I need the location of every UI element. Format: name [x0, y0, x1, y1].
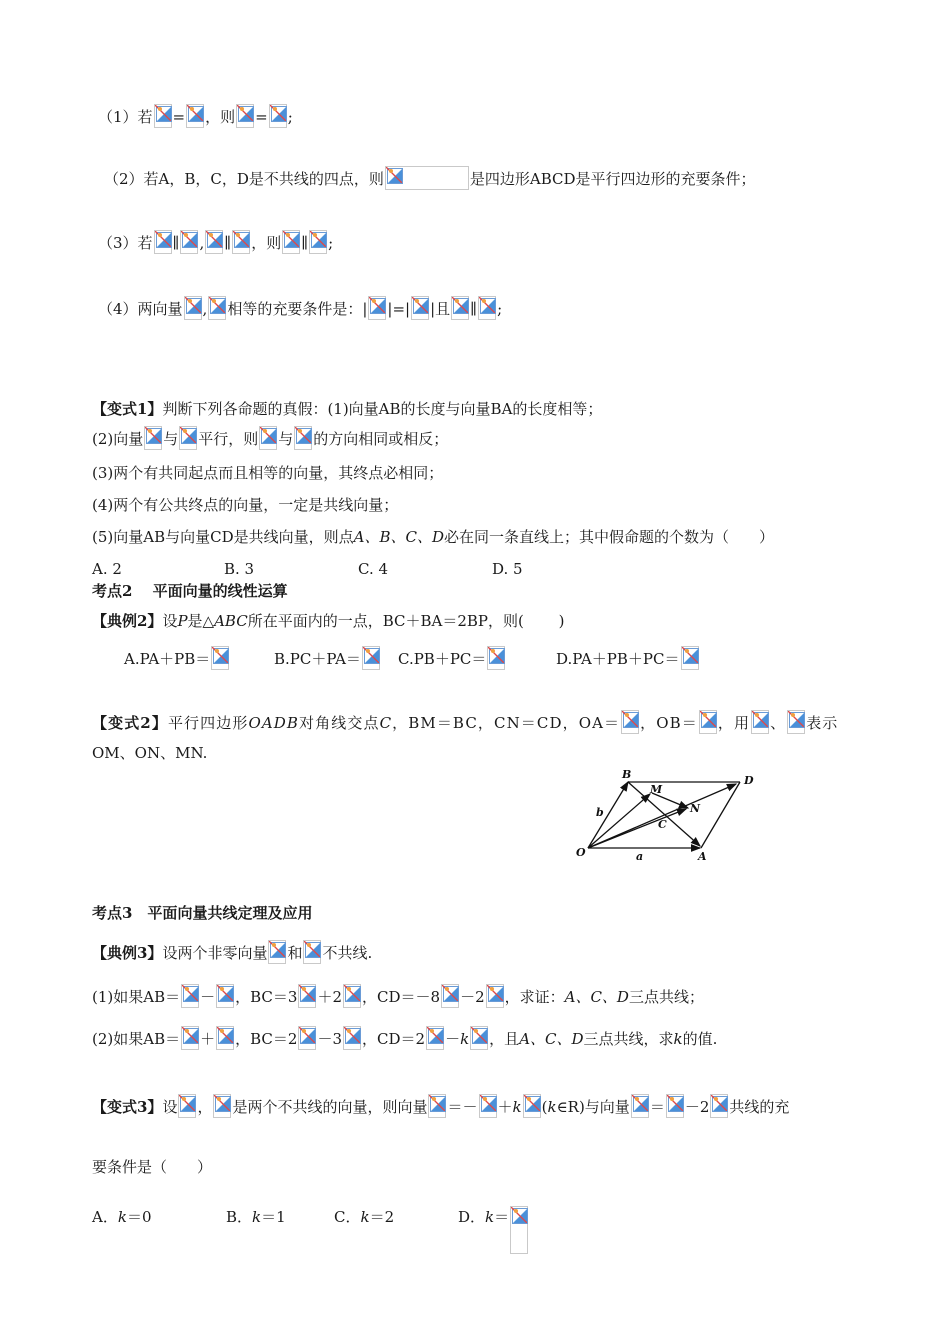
variant3-option-d: D．k＝: [458, 1206, 529, 1254]
section2-option-b: B.PC＋PA＝: [274, 646, 381, 670]
formula-image-icon: [441, 984, 459, 1008]
label-vec-b: b: [596, 806, 604, 819]
variant3-line-2: 要条件是（ ）: [92, 1158, 213, 1176]
formula-image-icon: [343, 984, 361, 1008]
vector-b-line: [588, 782, 628, 848]
formula-image-icon: [205, 230, 223, 254]
formula-image-icon: [179, 426, 197, 450]
variant1-option-c: C. 4: [358, 560, 389, 578]
label-d: D: [744, 774, 754, 787]
formula-image-icon: [666, 1094, 684, 1118]
formula-image-icon: [631, 1094, 649, 1118]
formula-image-icon: [181, 1026, 199, 1050]
formula-image-icon: [479, 1094, 497, 1118]
formula-image-icon: [216, 1026, 234, 1050]
formula-image-icon: [486, 984, 504, 1008]
formula-image-icon: [178, 1094, 196, 1118]
line-2: （2）若A，B，C，D是不共线的四点，则 是四边形ABCD是平行四边形的充要条件；: [104, 166, 756, 190]
line-3: （3）若 ∥ , ∥ ，则 ∥ ;: [98, 230, 333, 254]
formula-image-icon: [451, 296, 469, 320]
formula-image-icon: [186, 104, 204, 128]
section3-example: 【典例3】设两个非零向量 和 不共线.: [92, 940, 372, 964]
formula-image-icon: [478, 296, 496, 320]
fraction-image-icon: [510, 1206, 528, 1254]
formula-image-icon: [411, 296, 429, 320]
label-vec-a: a: [636, 850, 644, 863]
formula-image-icon: [216, 984, 234, 1008]
parallelogram-figure: [570, 766, 770, 866]
section2-option-a: A.PA＋PB＝: [124, 646, 230, 670]
formula-image-icon: [368, 296, 386, 320]
label-n: N: [690, 802, 701, 815]
variant1-line-4: (4)两个有公共终点的向量，一定是共线向量；: [92, 496, 399, 514]
label-o: O: [576, 846, 586, 859]
edge-ad: [701, 782, 740, 848]
formula-image-icon: [699, 710, 717, 734]
formula-image-icon: [385, 166, 469, 190]
formula-image-icon: [298, 984, 316, 1008]
variant1-option-d: D. 5: [492, 560, 523, 578]
variant1-line-1: 【变式1】判断下列各命题的真假：(1)向量AB的长度与向量BA的长度相等；: [92, 400, 603, 418]
formula-image-icon: [621, 710, 639, 734]
formula-image-icon: [470, 1026, 488, 1050]
formula-image-icon: [343, 1026, 361, 1050]
formula-image-icon: [232, 230, 250, 254]
section2-title: 考点2 平面向量的线性运算: [92, 582, 288, 600]
label-b: B: [622, 768, 632, 781]
formula-image-icon: [787, 710, 805, 734]
formula-image-icon: [269, 104, 287, 128]
formula-image-icon: [213, 1094, 231, 1118]
formula-image-icon: [144, 426, 162, 450]
formula-image-icon: [487, 646, 505, 670]
formula-image-icon: [428, 1094, 446, 1118]
formula-image-icon: [710, 1094, 728, 1118]
formula-image-icon: [282, 230, 300, 254]
formula-image-icon: [362, 646, 380, 670]
formula-image-icon: [180, 230, 198, 254]
variant1-line-2: (2)向量 与 平行，则 与 的方向相同或相反；: [92, 426, 448, 450]
formula-image-icon: [154, 230, 172, 254]
label-a: A: [698, 850, 707, 863]
formula-image-icon: [523, 1094, 541, 1118]
formula-image-icon: [294, 426, 312, 450]
variant2-line-2: OM、ON、MN.: [92, 744, 208, 762]
section2-option-c: C.PB＋PC＝: [398, 646, 506, 670]
section3-title: 考点3 平面向量共线定理及应用: [92, 904, 313, 922]
section3-question-2: (2)如果AB＝ ＋ ，BC＝2 －3 ，CD＝2 －k ，且A、C、D三点共线，求k的值.: [92, 1026, 717, 1050]
variant2-line-1: 【变式2】平行四边形OADB对角线交点C，BM＝BC，CN＝CD，OA＝ ，OB＝ ，用 、 表示: [92, 710, 838, 734]
section2-option-d: D.PA＋PB＋PC＝: [556, 646, 700, 670]
formula-image-icon: [181, 984, 199, 1008]
section3-question-1: (1)如果AB＝ － ，BC＝3 ＋2 ，CD＝－8 －2 ，求证：A、C、D三点共线；: [92, 984, 704, 1008]
formula-image-icon: [309, 230, 327, 254]
variant1-line-3: (3)两个有共同起点而且相等的向量，其终点必相同；: [92, 464, 444, 482]
formula-image-icon: [211, 646, 229, 670]
variant3-option-a: A．k＝0: [92, 1208, 152, 1226]
variant1-option-b: B. 3: [224, 560, 255, 578]
formula-image-icon: [208, 296, 226, 320]
formula-image-icon: [184, 296, 202, 320]
section2-example: 【典例2】设P是△ABC所在平面内的一点，BC＋BA＝2BP，则( ): [92, 612, 565, 630]
line-4: （4）两向量 , 相等的充要条件是：| |=| |且 ∥ ;: [98, 296, 502, 320]
formula-image-icon: [681, 646, 699, 670]
line-1: （1）若 = ，则 = ;: [98, 104, 293, 128]
formula-image-icon: [236, 104, 254, 128]
variant1-line-5: (5)向量AB与向量CD是共线向量，则点A、B、C、D必在同一条直线上；其中假命题的个数为（ ）: [92, 528, 774, 546]
formula-image-icon: [259, 426, 277, 450]
formula-image-icon: [298, 1026, 316, 1050]
variant3-option-b: B．k＝1: [226, 1208, 286, 1226]
variant1-option-a: A. 2: [92, 560, 122, 578]
formula-image-icon: [268, 940, 286, 964]
label-m: M: [650, 783, 663, 796]
formula-image-icon: [303, 940, 321, 964]
formula-image-icon: [751, 710, 769, 734]
formula-image-icon: [154, 104, 172, 128]
label-c: C: [658, 818, 667, 831]
variant3-line-1: 【变式3】设 ， 是两个不共线的向量，则向量 ＝－ ＋k (k∈R)与向量 ＝ －2 共线的充: [92, 1094, 789, 1118]
formula-image-icon: [426, 1026, 444, 1050]
vector-om: [588, 794, 650, 848]
variant3-option-c: C．k＝2: [334, 1208, 395, 1226]
